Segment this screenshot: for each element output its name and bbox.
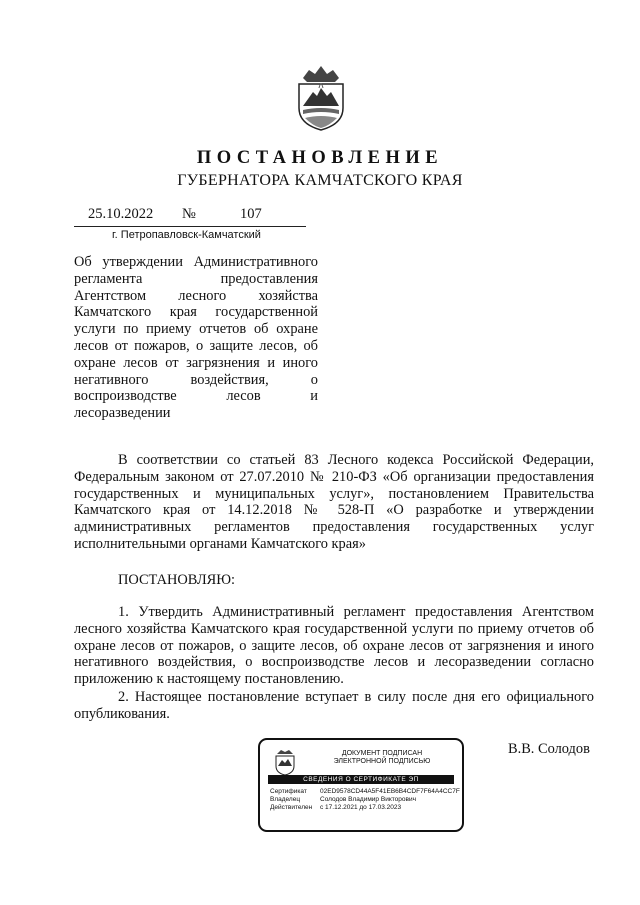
decree-heading: ПОСТАНОВЛЯЮ:	[118, 572, 236, 588]
stamp-row-validity: Действителен с 17.12.2021 до 17.03.2023	[270, 804, 402, 811]
stamp-row-owner: Владелец Солодов Владимир Викторович	[270, 796, 416, 803]
document-city: г. Петропавловск-Камчатский	[112, 229, 261, 241]
stamp-heading: ДОКУМЕНТ ПОДПИСАН ЭЛЕКТРОННОЙ ПОДПИСЬЮ	[333, 750, 431, 765]
document-subject: Об утверждении Административного регламента предоставления Агентством лесного хозяйства Камчатского края государственной услуги по приему отчетов об охране лесов от пожаров, о защите лесов, об охране лесов от загрязнения и иного негативного воздействия, о воспроизводстве лесов и лесоразведении	[74, 254, 318, 422]
document-number: 107	[240, 206, 262, 222]
stamp-row-certificate: Сертификат 02ED9578CD44A5F41EB6B4CDF7F64A4CC7F	[270, 788, 460, 795]
stamp-emblem-icon	[274, 748, 296, 776]
document-date: 25.10.2022	[88, 206, 154, 222]
number-sign: №	[182, 206, 196, 222]
date-number-line	[74, 206, 306, 227]
stamp-certificate-bar: СВЕДЕНИЯ О СЕРТИФИКАТЕ ЭП	[268, 775, 454, 784]
document-subtitle: ГУБЕРНАТОРА КАМЧАТСКОГО КРАЯ	[177, 172, 463, 189]
item-1-paragraph: 1. Утвердить Административный регламент предоставления Агентством лесного хозяйства Камчатского края государственной услуги по приему отчетов об охране лесов от пожаров, о защите лесов, об охране лесов от загрязнения и иного негативного воздействия, о воспроизводстве лесов и лесоразведении согласно приложению к настоящему постановлению.	[74, 604, 594, 688]
stamp-details	[270, 788, 460, 812]
signer-name: В.В. Солодов	[508, 741, 590, 757]
kamchatka-coat-of-arms-icon	[295, 62, 347, 132]
preamble-paragraph: В соответствии со статьей 83 Лесного кодекса Российской Федерации, Федеральным законом от 27.07.2010 № 210-ФЗ «Об организации предоставления государственных и муниципальных услуг», постановлением Правительства Камчатского края от 14.12.2018 № 528-П «О разработке и утверждении административных регламентов предоставления государственных услуг исполнительными органами Камчатского края»	[74, 452, 594, 552]
document-title: ПОСТАНОВЛЕНИЕ	[196, 148, 444, 168]
electronic-signature-stamp	[258, 738, 464, 832]
item-2-paragraph: 2. Настоящее постановление вступает в силу после дня его официального опубликования.	[74, 689, 594, 722]
